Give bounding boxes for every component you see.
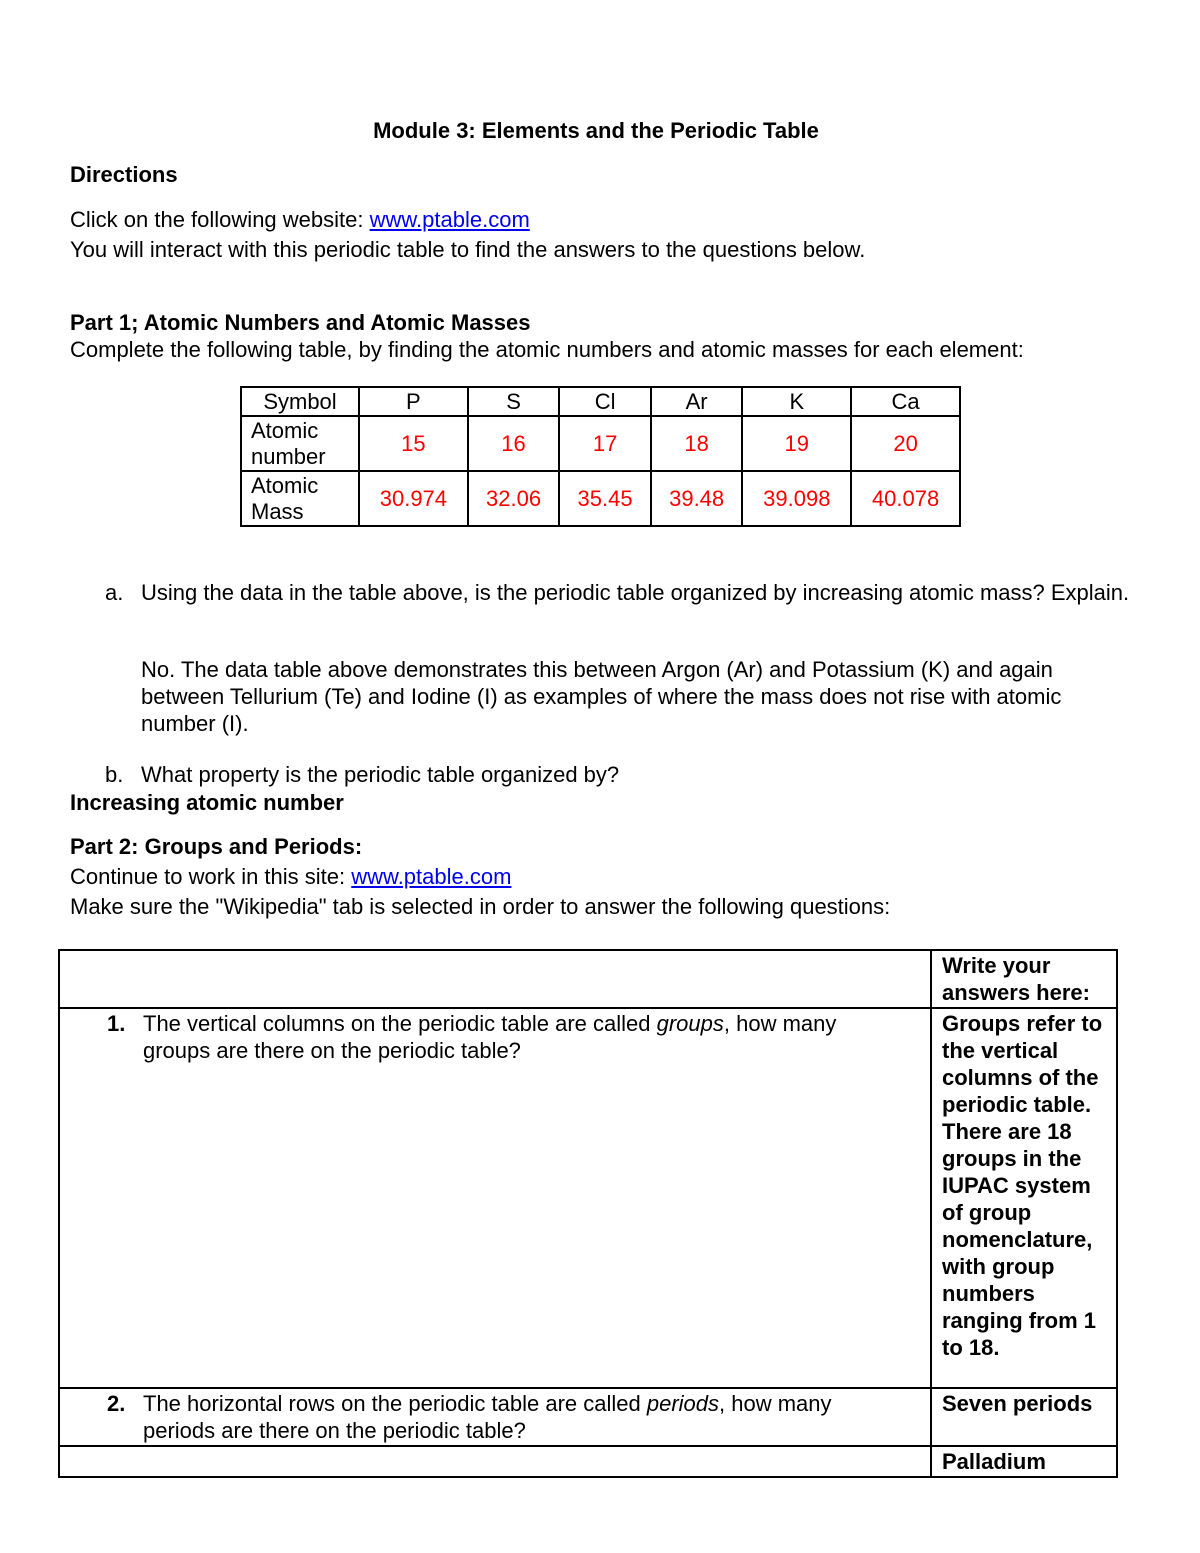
atomic-number-cell: 15 <box>359 416 468 471</box>
part2-line-2: Make sure the "Wikipedia" tab is selected in order to answer the following questions: <box>70 894 891 919</box>
part2-text: Continue to work in this site: <box>70 864 352 889</box>
answer-cell[interactable]: Seven periods <box>931 1388 1117 1446</box>
question-number: 2. <box>107 1391 126 1416</box>
part1-heading: Part 1; Atomic Numbers and Atomic Masses <box>70 310 531 335</box>
answer-b: Increasing atomic number <box>70 790 344 815</box>
question-cell <box>59 1446 931 1477</box>
atomic-number-cell: 20 <box>851 416 960 471</box>
part1-instruction: Complete the following table, by finding the atomic numbers and atomic masses for each element: <box>70 337 1024 362</box>
question-text-part: , how many groups are there on the periodic table? <box>143 1011 837 1063</box>
part2-heading: Part 2: Groups and Periods: <box>70 834 363 859</box>
question-cell <box>59 1008 931 1388</box>
symbol-cell: Cl <box>559 387 651 416</box>
table-header-row <box>59 950 1117 1008</box>
symbol-cell: Ar <box>651 387 743 416</box>
atomic-mass-cell: 30.974 <box>359 471 468 526</box>
part2-line-1 <box>70 863 511 890</box>
atomic-number-cell: 19 <box>742 416 851 471</box>
directions-line-1 <box>70 206 530 233</box>
directions-heading: Directions <box>70 162 178 187</box>
atomic-mass-cell: 39.098 <box>742 471 851 526</box>
question-text <box>143 1390 907 1444</box>
atomic-mass-cell: 40.078 <box>851 471 960 526</box>
atomic-number-cell: 17 <box>559 416 651 471</box>
symbol-cell: S <box>468 387 560 416</box>
question-emphasis: groups <box>656 1011 724 1036</box>
row-label: Atomic number <box>241 416 359 471</box>
question-b-marker: b. <box>105 762 124 787</box>
atomic-mass-cell: 35.45 <box>559 471 651 526</box>
table-row <box>59 1008 1117 1388</box>
table-row-atomic-number <box>241 416 960 471</box>
table-row <box>59 1446 1117 1477</box>
answer-cell[interactable]: Palladium <box>931 1446 1117 1477</box>
table-row <box>59 1388 1117 1446</box>
atomic-number-cell: 18 <box>651 416 743 471</box>
row-label: Symbol <box>241 387 359 416</box>
table-row-symbol <box>241 387 960 416</box>
question-emphasis: periods <box>646 1391 719 1416</box>
question-a-marker: a. <box>105 580 124 605</box>
question-text-part: The horizontal rows on the periodic table are called <box>143 1391 647 1416</box>
symbol-cell: P <box>359 387 468 416</box>
atomic-number-cell: 16 <box>468 416 560 471</box>
question-number: 1. <box>107 1011 126 1036</box>
ptable-link[interactable]: www.ptable.com <box>369 207 530 232</box>
atomic-mass-cell: 32.06 <box>468 471 560 526</box>
ptable-link[interactable]: www.ptable.com <box>351 864 512 889</box>
directions-text: Click on the following website: <box>70 207 370 232</box>
answers-header: Write your answers here: <box>931 950 1117 1008</box>
element-table <box>240 386 961 527</box>
row-label: Atomic Mass <box>241 471 359 526</box>
answer-cell[interactable]: Groups refer to the vertical columns of the periodic table. There are 18 groups in the IUPAC system of group nomenclature, with group numbers ranging from 1 to 18. <box>931 1008 1117 1388</box>
symbol-cell: Ca <box>851 387 960 416</box>
symbol-cell: K <box>742 387 851 416</box>
question-b: What property is the periodic table organized by? <box>141 762 620 787</box>
table-row-atomic-mass <box>241 471 960 526</box>
groups-periods-table <box>58 949 1118 1478</box>
question-text <box>143 1010 907 1064</box>
question-text-part: , how many periods are there on the periodic table? <box>143 1391 832 1443</box>
question-text-part: The vertical columns on the periodic table are called <box>143 1011 657 1036</box>
question-cell <box>59 1388 931 1446</box>
page-title: Module 3: Elements and the Periodic Table <box>373 118 819 143</box>
atomic-mass-cell: 39.48 <box>651 471 743 526</box>
answer-a: No. The data table above demonstrates this between Argon (Ar) and Potassium (K) and again between Tellurium (Te) and Iodine (I) as examples of where the mass does not rise with atomic number (I). <box>141 657 1062 736</box>
directions-line-2: You will interact with this periodic table to find the answers to the questions below. <box>70 237 866 262</box>
question-a: Using the data in the table above, is the periodic table organized by increasing atomic mass? Explain. <box>141 580 1130 605</box>
empty-header-cell <box>59 950 931 1008</box>
